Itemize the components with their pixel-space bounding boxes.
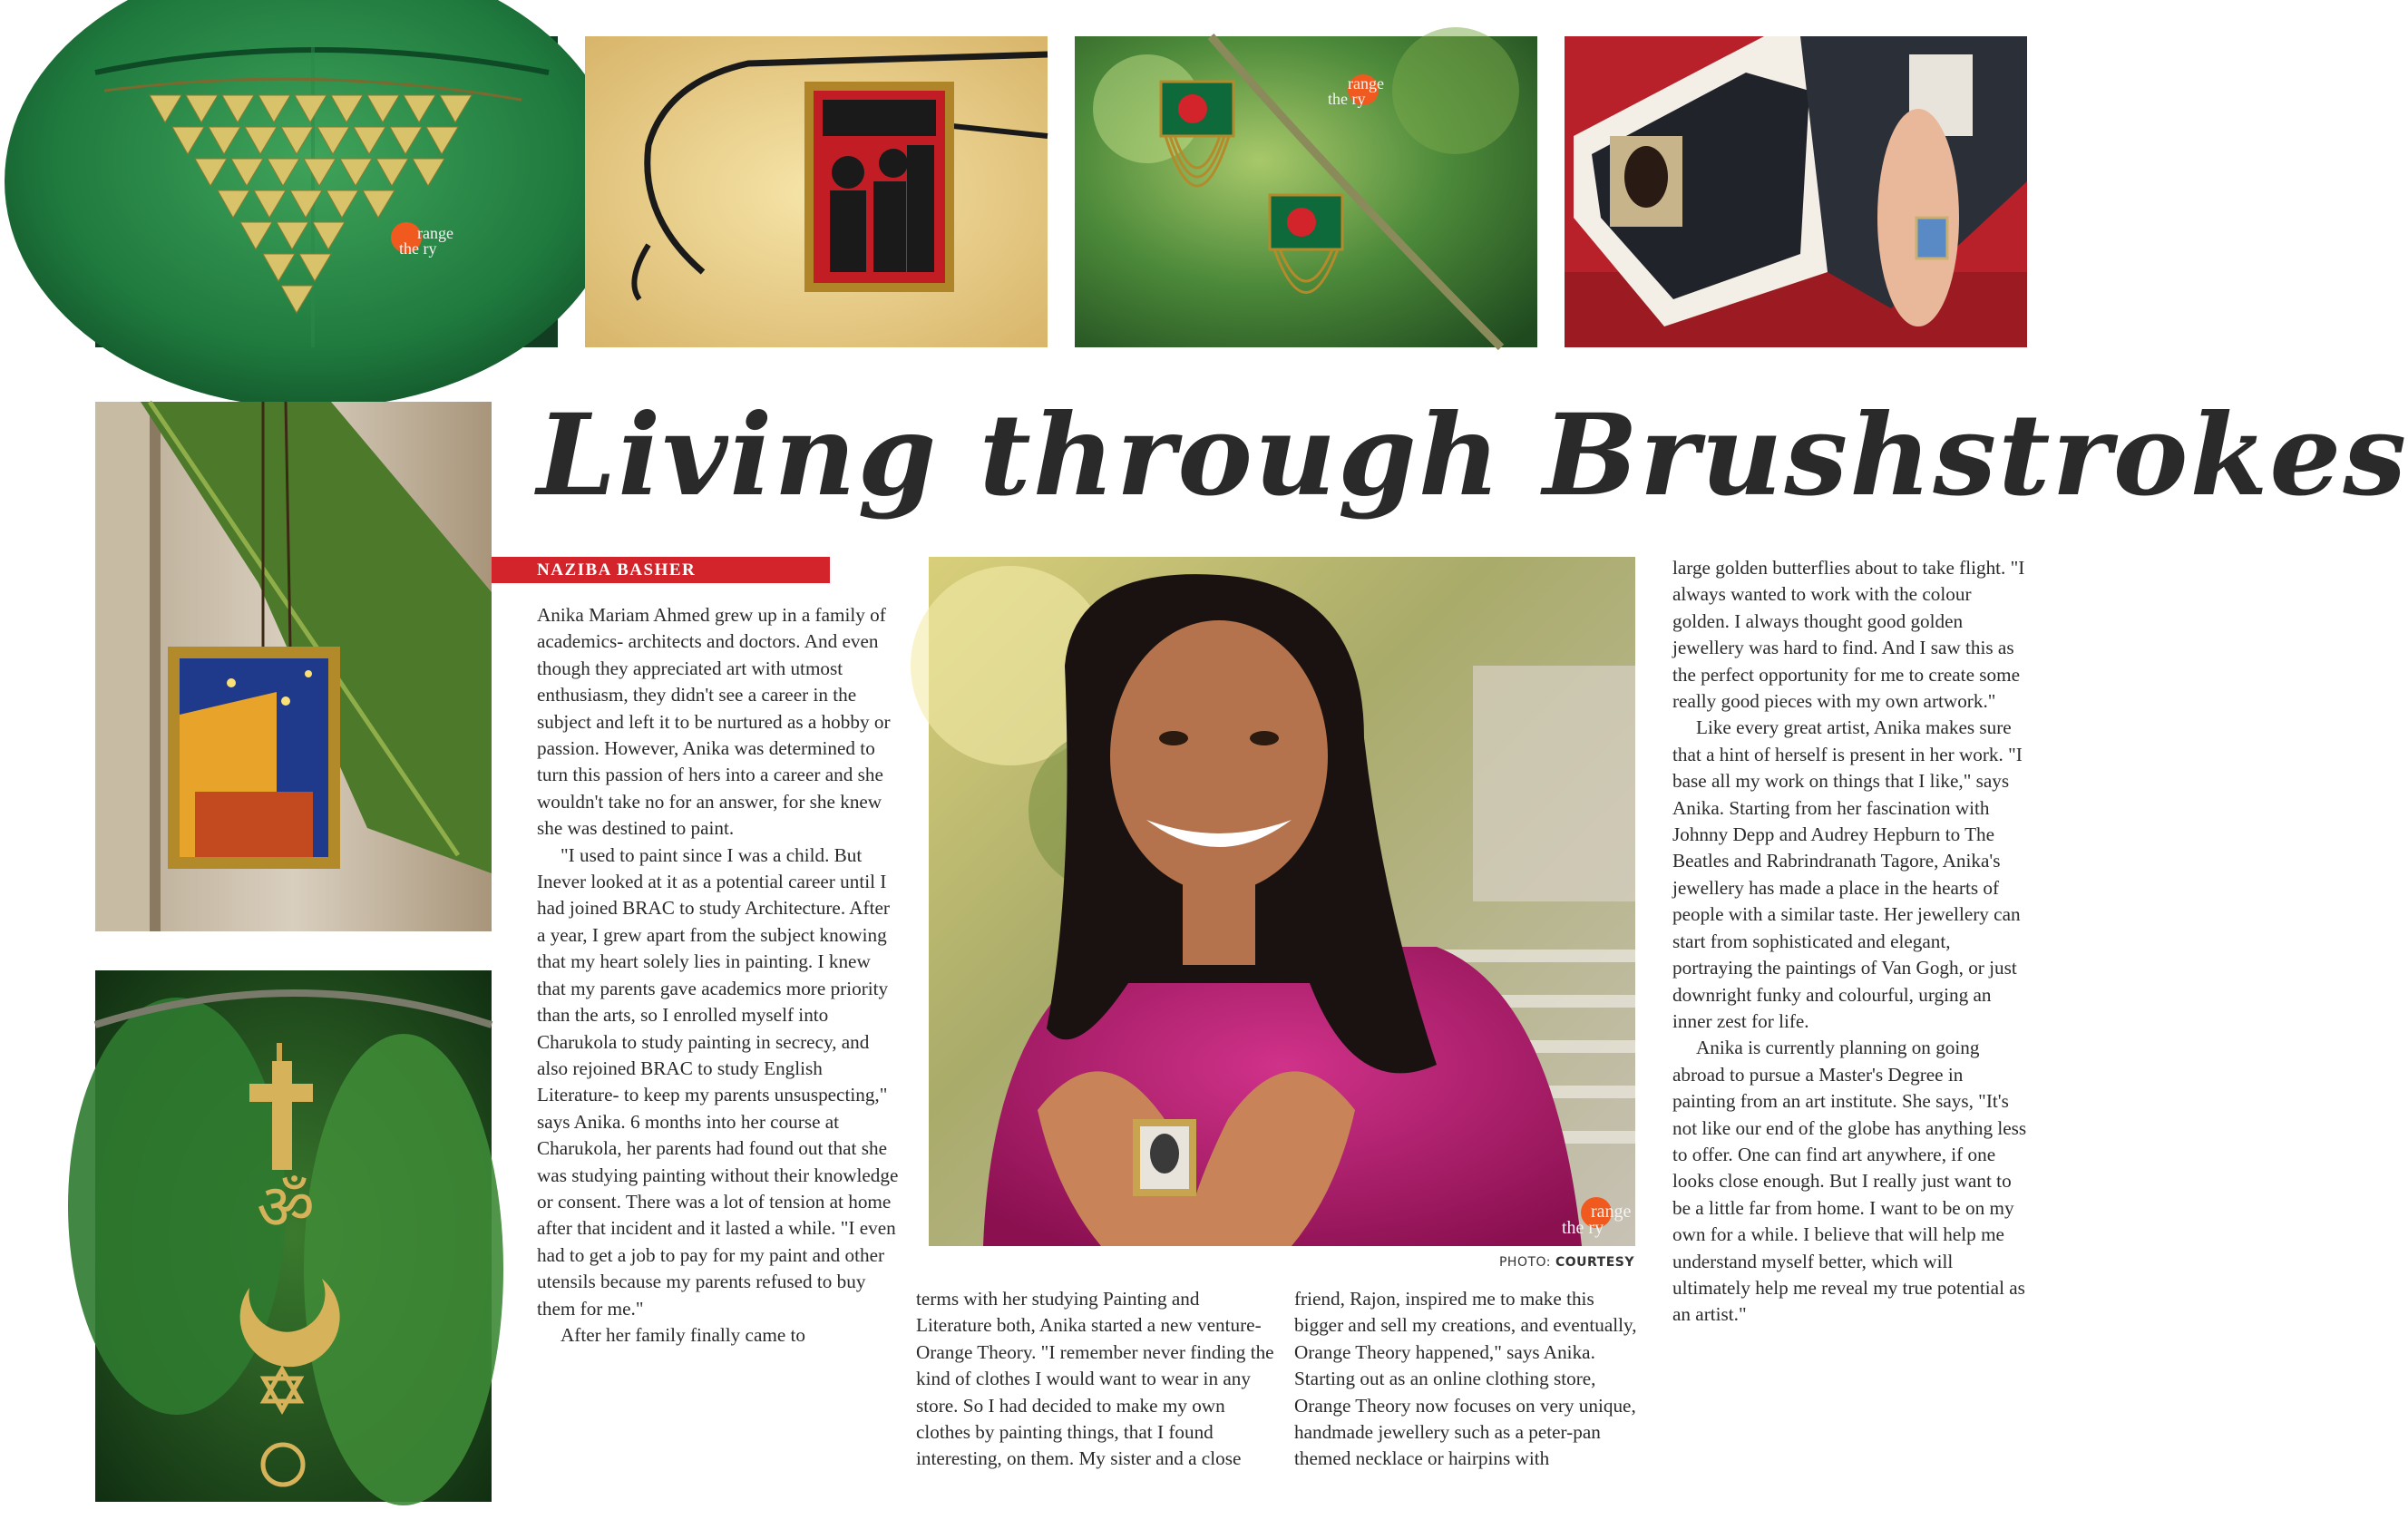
paragraph: After her family finally came to [561,1323,806,1346]
photo-book-ring [1565,36,2027,347]
watermark-logo [399,226,508,257]
watermark-logo-line2: the ry [399,239,437,258]
watermark-logo-line2: the ry [1562,1218,1604,1238]
paragraph: Like every great artist, Anika makes sure that a hint of herself is present in her work. "I base all my work on things that I like," says Anika. Starting from her fascination with Johnny Depp and Audrey Hepburn to The Beatles and Rabrindranath Tagore, Anika's jewellery has made a place in the hearts of people with a similar taste. Her jewellery can start from sophisticated and elegant, portraying the paintings of Van Gogh, or just downright funky and colourful, urging an inner zest for life. [1672,716,2023,1032]
text-column-4 [1672,555,2029,1329]
text-column-1 [537,602,900,1349]
watermark-logo [1328,76,1437,107]
photo-poster-pendant [585,36,1048,347]
text-column-3 [1294,1286,1646,1473]
paragraph: friend, Rajon, inspired me to make this bigger and sell my creations, and eventually, Orange Theory happened," says Anika. Starting out as an online clothing store, Orange Theory now focuses on very unique, handmade jewellery such as a peter-pan themed necklace or hairpins with [1294,1288,1637,1470]
photo-credit [1487,1255,1634,1270]
photo-credit-label: PHOTO: [1498,1255,1552,1270]
photo-van-gogh-pendant [95,402,492,931]
photo-religious-symbols-pendant [95,970,492,1502]
paragraph: terms with her studying Painting and Literature both, Anika started a new venture- Orange Theory. "I remember never finding the kind of clothes I would want to wear in any store. So I had decided to make my own clothes by painting things, that I found interesting, on them. My sister and a close [916,1288,1274,1470]
svg-text:ॐ: ॐ [257,1170,315,1244]
watermark-logo-line2: the ry [1328,90,1366,108]
byline: NAZIBA BASHER [492,557,830,583]
photo-flag-earrings [1075,36,1537,347]
paragraph: "I used to paint since I was a child. But Inever looked at it as a potential career until I had joined BRAC to study Architecture. After a year, I grew apart from the subject knowing that my heart solely lies in painting. I knew that my parents gave academics more priority than the arts, so I enrolled myself into Charukola to study painting in secrecy, and also rejoined BRAC to study English Literature- to keep my parents unsuspecting," says Anika. 6 months into her course at Charukola, her parents had found out that she was studying painting without their knowledge or consent. There was a lot of tension at home after that incident and it lasted a while. "I even had to get a job to pay for my paint and other utensils because my parents refused to buy them for me." [537,843,899,1320]
watermark-logo-line1: range [417,224,453,242]
watermark-logo-line1: range [1591,1202,1632,1222]
watermark-logo [1562,1203,1635,1236]
paragraph: Anika Mariam Ahmed grew up in a family of academics- architects and doctors. And even though they appreciated art with utmost enthusiasm, they didn't see a career in the subject and left it to be nurtured as a hobby or passion. However, Anika was determined to turn this passion of hers into a career and she wouldn't take no for an answer, for she knew she was destined to paint. [537,604,891,840]
photo-credit-value: COURTESY [1555,1255,1634,1270]
paragraph: large golden butterflies about to take flight. "I always wanted to work with the colour golden. I always thought good golden jewellery was hard to find. And I saw this as the perfect opportunity for me to create some really good pieces with my own artwork." [1672,557,2025,713]
text-column-2 [916,1286,1274,1473]
photo-triangle-necklace [95,36,558,347]
watermark-logo-line1: range [1348,74,1384,93]
paragraph: Anika is currently planning on going abroad to pursue a Master's Degree in painting from an art institute. She says, "It's not like our end of the globe has anything less to offer. One can find art anywhere, if one looks close enough. But I really just want to be a little far from home. I want to be on my own for a while. I believe that will help me understand myself better, which will ultimately help me reveal my true potential as an artist." [1672,1037,2027,1326]
photo-anika-portrait [929,557,1635,1246]
article-title: Living through Brushstrokes [537,390,2408,521]
